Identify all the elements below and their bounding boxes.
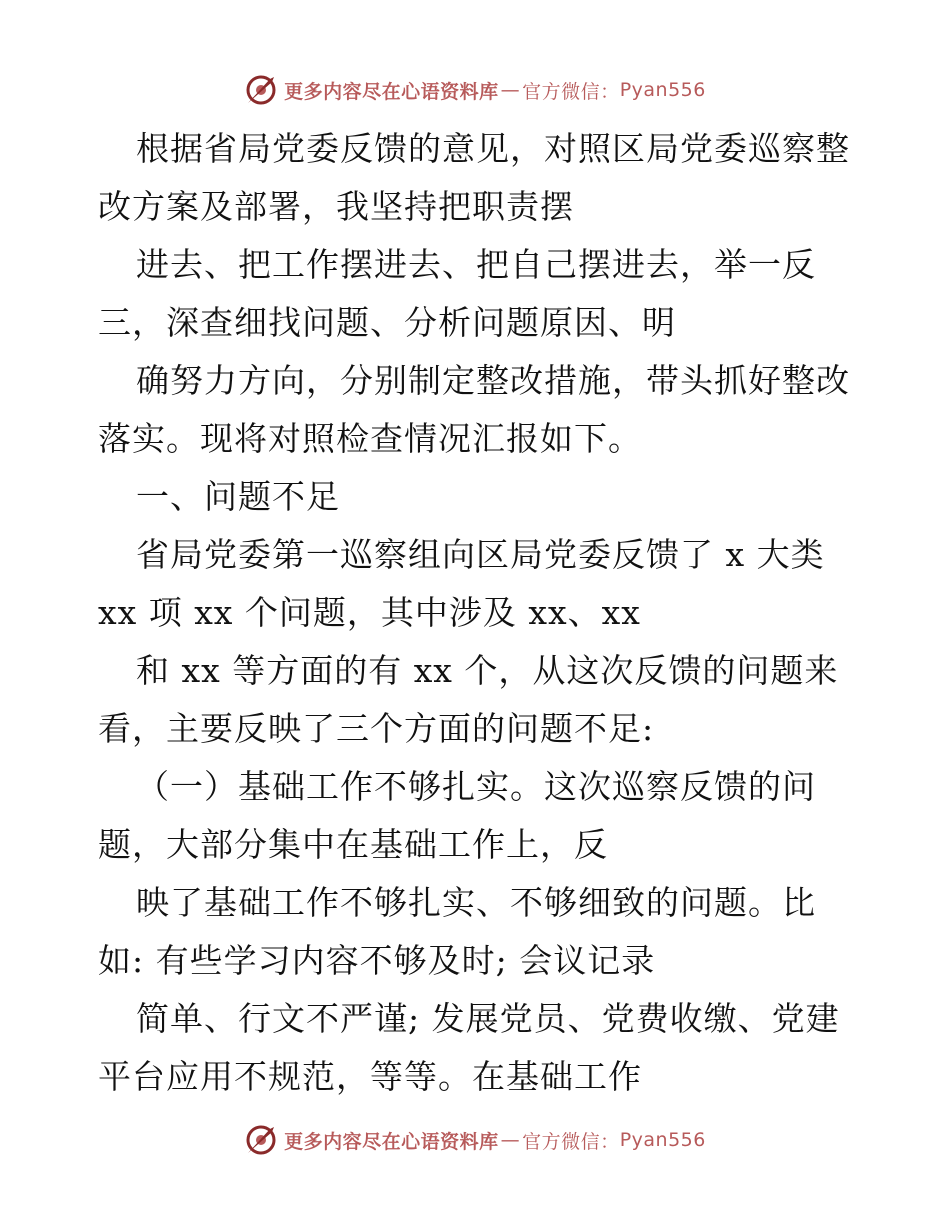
section-heading: 一、问题不足 bbox=[136, 477, 340, 516]
banner-wechat-id: Pyan556 bbox=[619, 79, 706, 101]
header-banner bbox=[0, 70, 950, 110]
banner-wechat-id: Pyan556 bbox=[619, 1129, 706, 1151]
quill-pen-logo-icon bbox=[244, 73, 278, 107]
banner-main-text: 更多内容尽在心语资料库 bbox=[284, 1130, 499, 1153]
text-line: 和 xx 等方面的有 xx 个，从这次反馈的问题来 bbox=[136, 651, 839, 690]
text-line: 落实。现将对照检查情况汇报如下。 bbox=[98, 419, 642, 458]
text-line: 进去、把工作摆进去、把自己摆进去，举一反 bbox=[136, 245, 816, 284]
text-line: 平台应用不规范，等等。在基础工作 bbox=[98, 1057, 642, 1096]
banner-wechat-label: 官方微信： bbox=[522, 1130, 620, 1153]
banner-separator: — bbox=[500, 79, 521, 101]
text-line: xx 项 xx 个问题，其中涉及 xx、xx bbox=[98, 593, 641, 632]
banner-separator: — bbox=[500, 1129, 521, 1151]
banner-wechat-label: 官方微信： bbox=[522, 80, 620, 103]
text-line: 省局党委第一巡察组向区局党委反馈了 x 大类 bbox=[136, 535, 825, 574]
text-line: 根据省局党委反馈的意见，对照区局党委巡察整 bbox=[136, 129, 850, 168]
text-line: 简单、行文不严谨; 发展党员、党费收缴、党建 bbox=[136, 999, 840, 1038]
document-body bbox=[98, 120, 858, 1106]
text-line: 看，主要反映了三个方面的问题不足: bbox=[98, 709, 655, 748]
text-line: 改方案及部署，我坚持把职责摆 bbox=[98, 187, 574, 226]
banner-text bbox=[284, 1127, 706, 1154]
text-line: 映了基础工作不够扎实、不够细致的问题。比 bbox=[136, 883, 816, 922]
text-line: 三，深查细找问题、分析问题原因、明 bbox=[98, 303, 676, 342]
footer-banner bbox=[0, 1120, 950, 1160]
quill-pen-logo-icon bbox=[244, 1123, 278, 1157]
text-line: （一）基础工作不够扎实。这次巡察反馈的问 bbox=[136, 767, 816, 806]
banner-text bbox=[284, 77, 706, 104]
text-line: 如: 有些学习内容不够及时; 会议记录 bbox=[98, 941, 656, 980]
text-line: 确努力方向，分别制定整改措施，带头抓好整改 bbox=[136, 361, 850, 400]
banner-main-text: 更多内容尽在心语资料库 bbox=[284, 80, 499, 103]
text-line: 题，大部分集中在基础工作上，反 bbox=[98, 825, 608, 864]
